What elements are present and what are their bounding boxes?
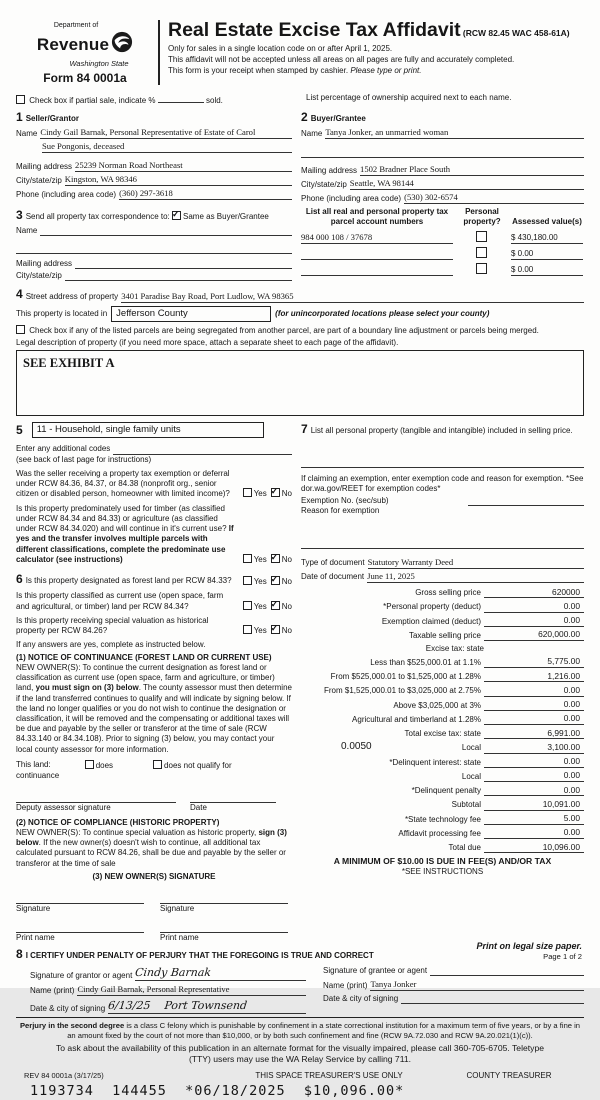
grantee-date-label: Date & city of signing bbox=[323, 994, 399, 1004]
tax-row: *Personal property (deduct) 0.00 bbox=[301, 601, 584, 613]
reason-for-exemption-field[interactable] bbox=[301, 539, 584, 549]
tax-row: Total excise tax: state 6,991.00 bbox=[301, 728, 584, 740]
new-owner-signature-field-1[interactable] bbox=[16, 894, 144, 904]
street-address-field[interactable]: 3401 Paradise Bay Road, Port Ludlow, WA 98365 bbox=[121, 291, 584, 303]
state-technology-fee-field[interactable]: 5.00 bbox=[484, 813, 584, 825]
signature-label: Signature bbox=[160, 904, 195, 914]
form-header bbox=[16, 18, 584, 87]
dor-swirl-icon bbox=[111, 31, 133, 59]
tax-row: Less than $525,000.01 at 1.1% 5,775.00 bbox=[301, 656, 584, 668]
parcel-table bbox=[301, 207, 584, 276]
county-note: (for unincorporated locations please select your county) bbox=[275, 308, 490, 318]
q4-yes-checkbox[interactable] bbox=[243, 601, 252, 610]
does-not-qualify-checkbox[interactable] bbox=[153, 760, 162, 769]
parcel-number-field[interactable]: 984 000 108 / 37678 bbox=[301, 232, 453, 244]
tier1-tax-field[interactable]: 5,775.00 bbox=[484, 656, 584, 668]
type-of-document-field[interactable]: Statutory Warranty Deed bbox=[368, 557, 584, 569]
legal-description-label: Legal description of property (if you need more space, attach a separate sheet to each page of the affidavit). bbox=[16, 338, 399, 348]
seller-mailing-field[interactable]: 25239 Norman Road Northeast bbox=[75, 160, 292, 172]
county-select[interactable]: Jefferson County bbox=[111, 306, 271, 322]
county-treasurer-label: COUNTY TREASURER bbox=[466, 1071, 552, 1081]
deputy-date-label: Date bbox=[190, 803, 207, 813]
personal-property-checkbox[interactable] bbox=[476, 263, 487, 274]
additional-codes-note: (see back of last page for instructions) bbox=[16, 454, 152, 464]
grantor-signature-label: Signature of grantor or agent bbox=[30, 970, 133, 980]
assessed-value-field[interactable]: $ 430,180.00 bbox=[511, 233, 583, 244]
dor-dept-text: Department of bbox=[53, 22, 99, 29]
header-line-2: This affidavit will not be accepted unless all areas on all pages are fully and accurately completed. bbox=[168, 55, 515, 65]
certify-title: 8 I CERTIFY UNDER PENALTY OF PERJURY THAT THE FOREGOING IS TRUE AND CORRECT bbox=[16, 947, 374, 962]
correspondence-mailing-label: Mailing address bbox=[16, 258, 73, 268]
print-legal-note: Print on legal size paper. bbox=[476, 940, 582, 951]
tax-row: Total due 10,096.00 bbox=[301, 842, 584, 854]
grantee-signature-field[interactable] bbox=[430, 966, 584, 976]
tax-row: Affidavit processing fee 0.00 bbox=[301, 827, 584, 839]
tax-row: Local 0.00 bbox=[301, 770, 584, 782]
partial-sale-percent-field[interactable] bbox=[158, 93, 204, 103]
reason-for-exemption-label: Reason for exemption bbox=[301, 506, 380, 516]
buyer-name-field-2[interactable] bbox=[301, 148, 584, 158]
page-title: Real Estate Excise Tax Affidavit bbox=[168, 19, 461, 41]
notice-compliance-body: NEW OWNER(S): To continue special valuation as historic property, sign (3) below. If the new owner(s) doesn't wish to continue, all additional tax calculated pursuant to RCW 84.26, shall be due and payable by the seller or transferor at the time of sale bbox=[16, 827, 287, 868]
delinquent-penalty-field[interactable]: 0.00 bbox=[484, 785, 584, 797]
header-divider bbox=[158, 20, 160, 85]
new-owner-print-name-field-2[interactable] bbox=[160, 923, 288, 933]
tax-row: *State technology fee 5.00 bbox=[301, 813, 584, 825]
exemption-deferral-question: Was the seller receiving a property tax exemption or deferral under RCW 84.36, 84.37, or 84.38 (nonprofit org., senior citizen or disabled person, homeowner with limited income)? bbox=[16, 468, 230, 499]
assessed-value-field[interactable]: $ 0.00 bbox=[511, 249, 583, 260]
ownership-percentage-note: List percentage of ownership acquired next to each name. bbox=[306, 92, 512, 102]
this-land-label: This land: bbox=[16, 759, 51, 769]
correspondence-city-label: City/state/zip bbox=[16, 271, 62, 281]
land-use-code-select[interactable]: 11 - Household, single family units bbox=[32, 422, 264, 438]
agricultural-tax-field[interactable]: 0.00 bbox=[484, 713, 584, 725]
personal-property-checkbox[interactable] bbox=[476, 247, 487, 258]
grantee-date-field[interactable] bbox=[401, 994, 584, 1004]
buyer-phone-label: Phone (including area code) bbox=[301, 194, 402, 204]
date-of-document-field[interactable]: June 11, 2025 bbox=[367, 571, 584, 583]
correspondence-name-label: Name bbox=[16, 225, 38, 235]
correspondence-name-field-2[interactable] bbox=[16, 244, 292, 254]
same-as-buyer-checkbox[interactable] bbox=[172, 211, 181, 220]
correspondence-mailing-field[interactable] bbox=[75, 259, 292, 269]
tax-row: *Delinquent interest: state 0.00 bbox=[301, 756, 584, 768]
minimum-due-note: A MINIMUM OF $10.00 IS DUE IN FEE(S) AND/OR TAX bbox=[333, 856, 552, 867]
rev-number: REV 84 0001a (3/17/25) bbox=[24, 1071, 104, 1081]
subtotal-field[interactable]: 10,091.00 bbox=[484, 799, 584, 811]
buyer-phone-field[interactable]: (530) 302-6574 bbox=[404, 192, 584, 204]
print-name-label: Print name bbox=[160, 933, 199, 943]
tax-row: Agricultural and timberland at 1.28% 0.00 bbox=[301, 713, 584, 725]
located-in-label: This property is located in bbox=[16, 308, 108, 318]
correspondence-city-field[interactable] bbox=[65, 271, 292, 281]
parcel-row bbox=[301, 247, 584, 260]
dor-washington-text: Washington State bbox=[69, 58, 129, 68]
exemption-claimed-field[interactable]: 0.00 bbox=[484, 615, 584, 627]
dor-logo bbox=[16, 18, 154, 87]
personal-property-deduct-field[interactable]: 0.00 bbox=[484, 601, 584, 613]
q1-no-checkbox[interactable] bbox=[271, 488, 280, 497]
street-address-label: Street address of property bbox=[25, 292, 119, 302]
exemption-no-field[interactable] bbox=[468, 496, 584, 506]
q1-yes-checkbox[interactable] bbox=[243, 488, 252, 497]
buyer-section-title: 2 Buyer/Grantee bbox=[301, 109, 366, 124]
exemption-no-label: Exemption No. (sec/sub) bbox=[301, 496, 389, 506]
buyer-mailing-field[interactable]: 1502 Bradner Place South bbox=[360, 164, 584, 176]
partial-sale-sold-label: sold. bbox=[206, 95, 223, 105]
parcel-row bbox=[301, 231, 584, 244]
notice-continuance-title: (1) NOTICE OF CONTINUANCE (FOREST LAND OR CURRENT USE) bbox=[16, 652, 272, 662]
seller-mailing-label: Mailing address bbox=[16, 162, 73, 172]
q2-no-checkbox[interactable] bbox=[271, 554, 280, 563]
deputy-assessor-label: Deputy assessor signature bbox=[16, 803, 111, 813]
q3-yes-checkbox[interactable] bbox=[243, 576, 252, 585]
personal-property-checkbox[interactable] bbox=[476, 231, 487, 242]
total-due-field[interactable]: 10,096.00 bbox=[484, 842, 584, 854]
local-tax-field[interactable]: 3,100.00 bbox=[484, 742, 584, 754]
page-indicator: Page 1 of 2 bbox=[543, 952, 582, 962]
alternate-format-note: To ask about the availability of this publication in an alternate format for the visually impaired, please call 360-705-6705. Teletype (TTY) users may use the WA Relay Service by calling 711. bbox=[55, 1043, 545, 1065]
tax-row: Above $3,025,000 at 3% 0.00 bbox=[301, 699, 584, 711]
additional-codes-label: Enter any additional codes bbox=[16, 444, 111, 454]
partial-sale-label: Check box if partial sale, indicate % bbox=[29, 95, 156, 105]
grantee-signature-label: Signature of grantee or agent bbox=[323, 965, 428, 975]
buyer-mailing-label: Mailing address bbox=[301, 166, 358, 176]
legal-description-box[interactable] bbox=[16, 350, 584, 416]
grantor-signature-field[interactable]: Cindy Barnak bbox=[135, 966, 306, 981]
delinquent-interest-local-field[interactable]: 0.00 bbox=[484, 770, 584, 782]
seller-city-field[interactable]: Kingston, WA 98346 bbox=[65, 174, 292, 186]
tax-row: Taxable selling price 620,000.00 bbox=[301, 629, 584, 641]
grantee-name-field[interactable]: Tanya Jonker bbox=[370, 979, 584, 991]
title-rcw: (RCW 82.45 WAC 458-61A) bbox=[462, 28, 570, 38]
seller-name-field-2[interactable]: Sue Pongonis, deceased bbox=[42, 141, 292, 153]
tier2-tax-field[interactable]: 1,216.00 bbox=[484, 671, 584, 683]
footer-divider bbox=[16, 1017, 584, 1018]
tax-row: From $1,525,000.01 to $3,025,000 at 2.75% 0.00 bbox=[301, 685, 584, 697]
current-use-question: Is this property classified as current use (open space, farm and agricultural, or timber) land per RCW 84.34? bbox=[16, 591, 224, 611]
new-owner-signature-field-2[interactable] bbox=[160, 894, 288, 904]
grantee-name-label: Name (print) bbox=[323, 980, 368, 990]
header-line-3: This form is your receipt when stamped by cashier. Please type or print. bbox=[168, 66, 422, 76]
seller-name-label: Name bbox=[16, 129, 38, 139]
forest-land-question: 6 Is this property designated as forest land per RCW 84.33? bbox=[16, 572, 232, 587]
seller-section-title: 1 Seller/Grantor bbox=[16, 109, 80, 124]
notice-compliance-title: (2) NOTICE OF COMPLIANCE (HISTORIC PROPERTY) bbox=[16, 817, 220, 827]
personal-property-section: 7 List all personal property (tangible and intangible) included in selling price. bbox=[301, 422, 573, 437]
tax-row: *Delinquent penalty 0.00 bbox=[301, 785, 584, 797]
total-excise-state-field[interactable]: 6,991.00 bbox=[484, 728, 584, 740]
parcel-number-field[interactable] bbox=[301, 266, 453, 276]
partial-sale-row bbox=[16, 93, 306, 106]
seller-name-field[interactable]: Cindy Gail Barnak, Personal Representative of Estate of Carol bbox=[40, 127, 292, 139]
notice-continuance-body: NEW OWNER(S): To continue the current designation as forest land or classification as current use (open space, farm and agriculture, or timber) land, you must sign on (3) below. The county assessor must then determine if the land transferred continues to qualify and will indicate by signing below. If the land no longer qualifies or you do not wish to continue the designation or classification, it will be removed and the compensating or additional taxes will be due and payable by the seller or transferor at the time of sale (RCW 84.33.140 or 84.34.108). Prior to signing (3) below, you may contact your local county assessor for more information. bbox=[16, 662, 292, 754]
q5-no-checkbox[interactable] bbox=[271, 625, 280, 634]
grantor-name-label: Name (print) bbox=[30, 985, 75, 995]
tax-row: 0.0050 Local 3,100.00 bbox=[301, 742, 584, 754]
segregated-checkbox[interactable] bbox=[16, 325, 25, 334]
treasurer-stamp: 1193734 144455 *06/18/2025 $10,096.00* bbox=[30, 1082, 405, 1099]
affidavit-page: Department of Revenue Washington State Form 84 0001a Real Estate Excise Tax Affidavit (RCW 82.45 WAC 458-61A) Only for sales in a single location code on or after April 1, 2025. This affidavit will not be accepted unless all areas on all pages are fully and accurately completed. This form is your receipt when stamped by cashier. Please type or print. Check box if partial sale, indicate % sold. List percentage of ownership acquired next to each name. 1 Seller/Grantor Name Cindy Gail Barnak, Personal Representative of Estate of Carol Sue Pongonis, deceased Mailing address 25239 Norman Road Northeast City/state/zip Kingston, WA 98346 Phone (including area code) (360) 297-3618 3 Send all property tax correspondence to: ✓ Same as Buyer/Grantee Name Mailing address City/state/zip 2 Buyer/Grantee Name Tanya Jonker, an unmarried woman Mailing address 1502 Bradner Place South City/state/zip Seattle, WA 98144 Phone (including area code) (530) 302-6574 List all real and personal property tax parcel account numbers Personal property? Assessed value(s) 984 000 108 / 37678 $ 430,180.00 $ 0.00 $ 0.00 4 Street address of property 3401 Paradise Bay Road, Port Ludlow, WA 98365 This property is located in Jefferson County (for unincorporated locations please select your county) Check box if any of the listed parcels are being segregated from another parcel, are part of a boundary line adjustment or parcels being merged. Legal description of property (if you need more space, attach a separate sheet to each page of the affidavit). SEE EXHIBIT A 5 11 - Household, single family units Enter any additional codes (see back of last page for instructions) Was the seller receiving a property tax exemption or deferral under RCW 84.36, 84.37, or 84.38 (nonprofit org., senior citizen or disabled person, homeowner with limited income)? Yes ✓ No Is this property predominately used for timber (as classified under RCW 84.34 and 84.33) or agriculture (as classified under RCW 84.34.020) and will continue in it's current use? If yes and the transfer involves multiple parcels with different classifications, complete the predominate use calculator (see instructions) Yes ✓ No 6 Is this property designated as forest land per RCW 84.33? Yes ✓ No Is this property classified as current use (open space, farm and agricultural, or timber) land per RCW 84.34? Yes ✓ No Is this property receiving special valuation as historical property per RCW 84.26? Yes ✓ No If any answers are yes, complete as instructed below. (1) NOTICE OF CONTINUANCE (FOREST LAND OR CURRENT USE) NEW OWNER(S): To continue the current designation as forest land or classification as current use (open space, farm and agriculture, or timber) land, you must sign on (3) below. The county assessor must then determine if the land transferred continues to qualify and will indicate by signing below. If the land no longer qualifies or you do not wish to continue the designation or classification, it will be removed and the compensating or additional taxes will be due and payable by the seller or transferor at the time of sale (RCW 84.33.140 or 84.34.108). Prior to signing (3) below, you may contact your local county assessor for more information. This land: does does not qualify for continuance Deputy assessor signature Date (2) NOTICE OF COMPLIANCE (HISTORIC PROPERTY) NEW OWNER(S): To continue special valuation as historic property, sign (3) below. If the new owner(s) doesn't wish to continue, all additional tax calculated pursuant to RCW 84.26, shall be due and payable by the seller or transferor at the time of sale (3) NEW OWNER(S) SIGNATURE Signature Signature Print name Print name 7 List all personal property (tangible and intangible) included in selling price. If claiming an exemption, enter exemption code and reason for exemption. *See dor.wa.gov/REET for exemption codes* Exemption No. (sec/sub) Reason for exemption Type of document Statutory Warranty Deed Date of document June 11, 2025 Gross selling price 620000 *Personal property (deduct) 0.00 Exemption claimed (deduct) 0.00 Taxable selling price 620,000.00 Excise tax: state Less than $525,000.01 at 1.1% 5,775.00 From $525,000.01 to $1,525,000 at 1.28% 1,216.00 From $1,525,000.01 to $3,025,000 at 2.75% 0.00 Above $3,025,000 at 3% 0.00 Agricultural and timberland at 1.28% 0.00 Total excise tax: state 6,991.00 0.0050 Local 3,100.00 *Delinquent interest: state 0.00 Local 0.00 *Delinquent penalty 0.00 Subtotal 10,091.00 *State technology fee 5.00 Affidavit processing fee 0.00 Total due 10,096.00 A MINIMUM OF $10.00 IS DUE IN FEE(S) AND/OR TAX *SEE INSTRUCTIONS 8 I CERTIFY UNDER PENALTY OF PERJURY THAT THE FOREGOING IS TRUE AND CORRECT Signature of grantor or agent Cindy Barnak Name (print) Cindy Gail Barnak, Personal Representative Date & city of signing 6/13/25 Port Townsend Signature of grantee or agent Name (print) Tanya Jonker Date & city of signing Perjury in the second degree is a class C felony which is punishable by confinement in a state correctional institution for a maximum term of five years, or by a fine in an amount fixed by the court of not more than $10,000, or by both such confinement and fine (RCW 9A.72.030 and RCW 9A.20.021(1)(c)). To ask about the availability of this publication in an alternate format for the visually impaired, please call 360-705-6705. Teletype (TTY) users may use the WA Relay Service by calling 711. REV 84 0001a (3/17/25) THIS SPACE TREASURER'S USE ONLY COUNTY TREASURER 1193734 144455 *06/18/2025 $10,096.00* Print on legal size paper. Page 1 of 2 bbox=[0, 0, 600, 988]
tier3-tax-field[interactable]: 0.00 bbox=[484, 685, 584, 697]
buyer-name-label: Name bbox=[301, 129, 323, 139]
see-instructions-note: *SEE INSTRUCTIONS bbox=[401, 867, 484, 877]
additional-codes-field[interactable] bbox=[113, 445, 292, 455]
date-of-document-label: Date of document bbox=[301, 572, 365, 582]
excise-tax-state-header: Excise tax: state bbox=[425, 643, 484, 653]
gross-selling-price-field[interactable]: 620000 bbox=[484, 587, 584, 599]
parcel-row bbox=[301, 263, 584, 276]
new-owner-signature-title: (3) NEW OWNER(S) SIGNATURE bbox=[92, 871, 216, 881]
delinquent-interest-state-field[interactable]: 0.00 bbox=[484, 756, 584, 768]
seller-phone-field[interactable]: (360) 297-3618 bbox=[119, 188, 292, 200]
historic-property-question: Is this property receiving special valuation as historical property per RCW 84.26? bbox=[16, 615, 209, 636]
parcel-number-field[interactable] bbox=[301, 250, 453, 260]
deputy-assessor-signature-field[interactable] bbox=[16, 793, 176, 803]
dor-revenue-text: Revenue bbox=[16, 31, 154, 59]
tax-row: Exemption claimed (deduct) 0.00 bbox=[301, 615, 584, 627]
parcel-col-header: List all real and personal property tax parcel account numbers bbox=[305, 207, 449, 227]
timber-agriculture-question: Is this property predominately used for timber (as classified under RCW 84.34 and 84.33) or agriculture (as classified under RCW 84.34.020) and will continue in it's current use? If yes and the transfer involves multiple parcels with different classifications, complete the predominate use calculator (see instructions) bbox=[16, 503, 234, 564]
q3-no-checkbox[interactable] bbox=[271, 576, 280, 585]
tax-row: Gross selling price 620000 bbox=[301, 587, 584, 599]
grantor-date-field[interactable]: 6/13/25 Port Townsend bbox=[108, 999, 306, 1014]
form-number: Form 84 0001a bbox=[43, 71, 127, 86]
tier4-tax-field[interactable]: 0.00 bbox=[484, 699, 584, 711]
taxable-selling-price-field[interactable]: 620,000.00 bbox=[484, 629, 584, 641]
signature-label: Signature bbox=[16, 904, 51, 914]
seller-city-label: City/state/zip bbox=[16, 176, 62, 186]
correspondence-name-field[interactable] bbox=[40, 226, 292, 236]
correspondence-section-title: 3 Send all property tax correspondence to: ✓ Same as Buyer/Grantee bbox=[16, 208, 292, 223]
exemption-instructions: If claiming an exemption, enter exemption code and reason for exemption. *See dor.wa.gov/REET for exemption codes* bbox=[301, 473, 584, 493]
partial-sale-checkbox[interactable] bbox=[16, 95, 25, 104]
local-rate-value: 0.0050 bbox=[341, 740, 372, 752]
continuance-label: continuance bbox=[16, 771, 60, 781]
personal-property-col-header: Personal property? bbox=[463, 207, 501, 227]
seller-phone-label: Phone (including area code) bbox=[16, 190, 117, 200]
type-of-document-label: Type of document bbox=[301, 558, 365, 568]
affidavit-processing-fee-field[interactable]: 0.00 bbox=[484, 827, 584, 839]
does-qualify-checkbox[interactable] bbox=[85, 760, 94, 769]
if-yes-note: If any answers are yes, complete as instructed below. bbox=[16, 640, 206, 650]
assessed-value-col-header: Assessed value(s) bbox=[512, 217, 582, 227]
header-line-1: Only for sales in a single location code on or after April 1, 2025. bbox=[168, 43, 393, 53]
segregated-label: Check box if any of the listed parcels are being segregated from another parcel, are part of a boundary line adjustment or parcels being merged. bbox=[29, 325, 539, 335]
grantor-date-label: Date & city of signing bbox=[30, 1003, 106, 1013]
tax-row: Subtotal 10,091.00 bbox=[301, 799, 584, 811]
legal-description-value: SEE EXHIBIT A bbox=[23, 356, 115, 371]
assessed-value-field[interactable]: $ 0.00 bbox=[511, 265, 583, 276]
q4-no-checkbox[interactable] bbox=[271, 601, 280, 610]
q2-yes-checkbox[interactable] bbox=[243, 554, 252, 563]
print-name-label: Print name bbox=[16, 933, 55, 943]
deputy-date-field[interactable] bbox=[190, 793, 276, 803]
buyer-city-field[interactable]: Seattle, WA 98144 bbox=[350, 178, 584, 190]
buyer-name-field[interactable]: Tanya Jonker, an unmarried woman bbox=[325, 127, 584, 139]
personal-property-list-field[interactable] bbox=[301, 458, 584, 468]
new-owner-print-name-field-1[interactable] bbox=[16, 923, 144, 933]
grantor-name-field[interactable]: Cindy Gail Barnak, Personal Representative bbox=[77, 984, 306, 996]
tax-row: From $525,000.01 to $1,525,000 at 1.28% 1,216.00 bbox=[301, 671, 584, 683]
q5-yes-checkbox[interactable] bbox=[243, 625, 252, 634]
buyer-city-label: City/state/zip bbox=[301, 180, 347, 190]
perjury-note: Perjury in the second degree is a class C felony which is punishable by confinement in a state correctional institution for a maximum term of five years, or by a fine in an amount fixed by the court of not more than $10,000, or by both such confinement and fine (RCW 9A.72.030 and RCW 9A.20.021(1)(c)). bbox=[19, 1021, 581, 1040]
treasurer-use-label: THIS SPACE TREASURER'S USE ONLY bbox=[255, 1071, 403, 1081]
